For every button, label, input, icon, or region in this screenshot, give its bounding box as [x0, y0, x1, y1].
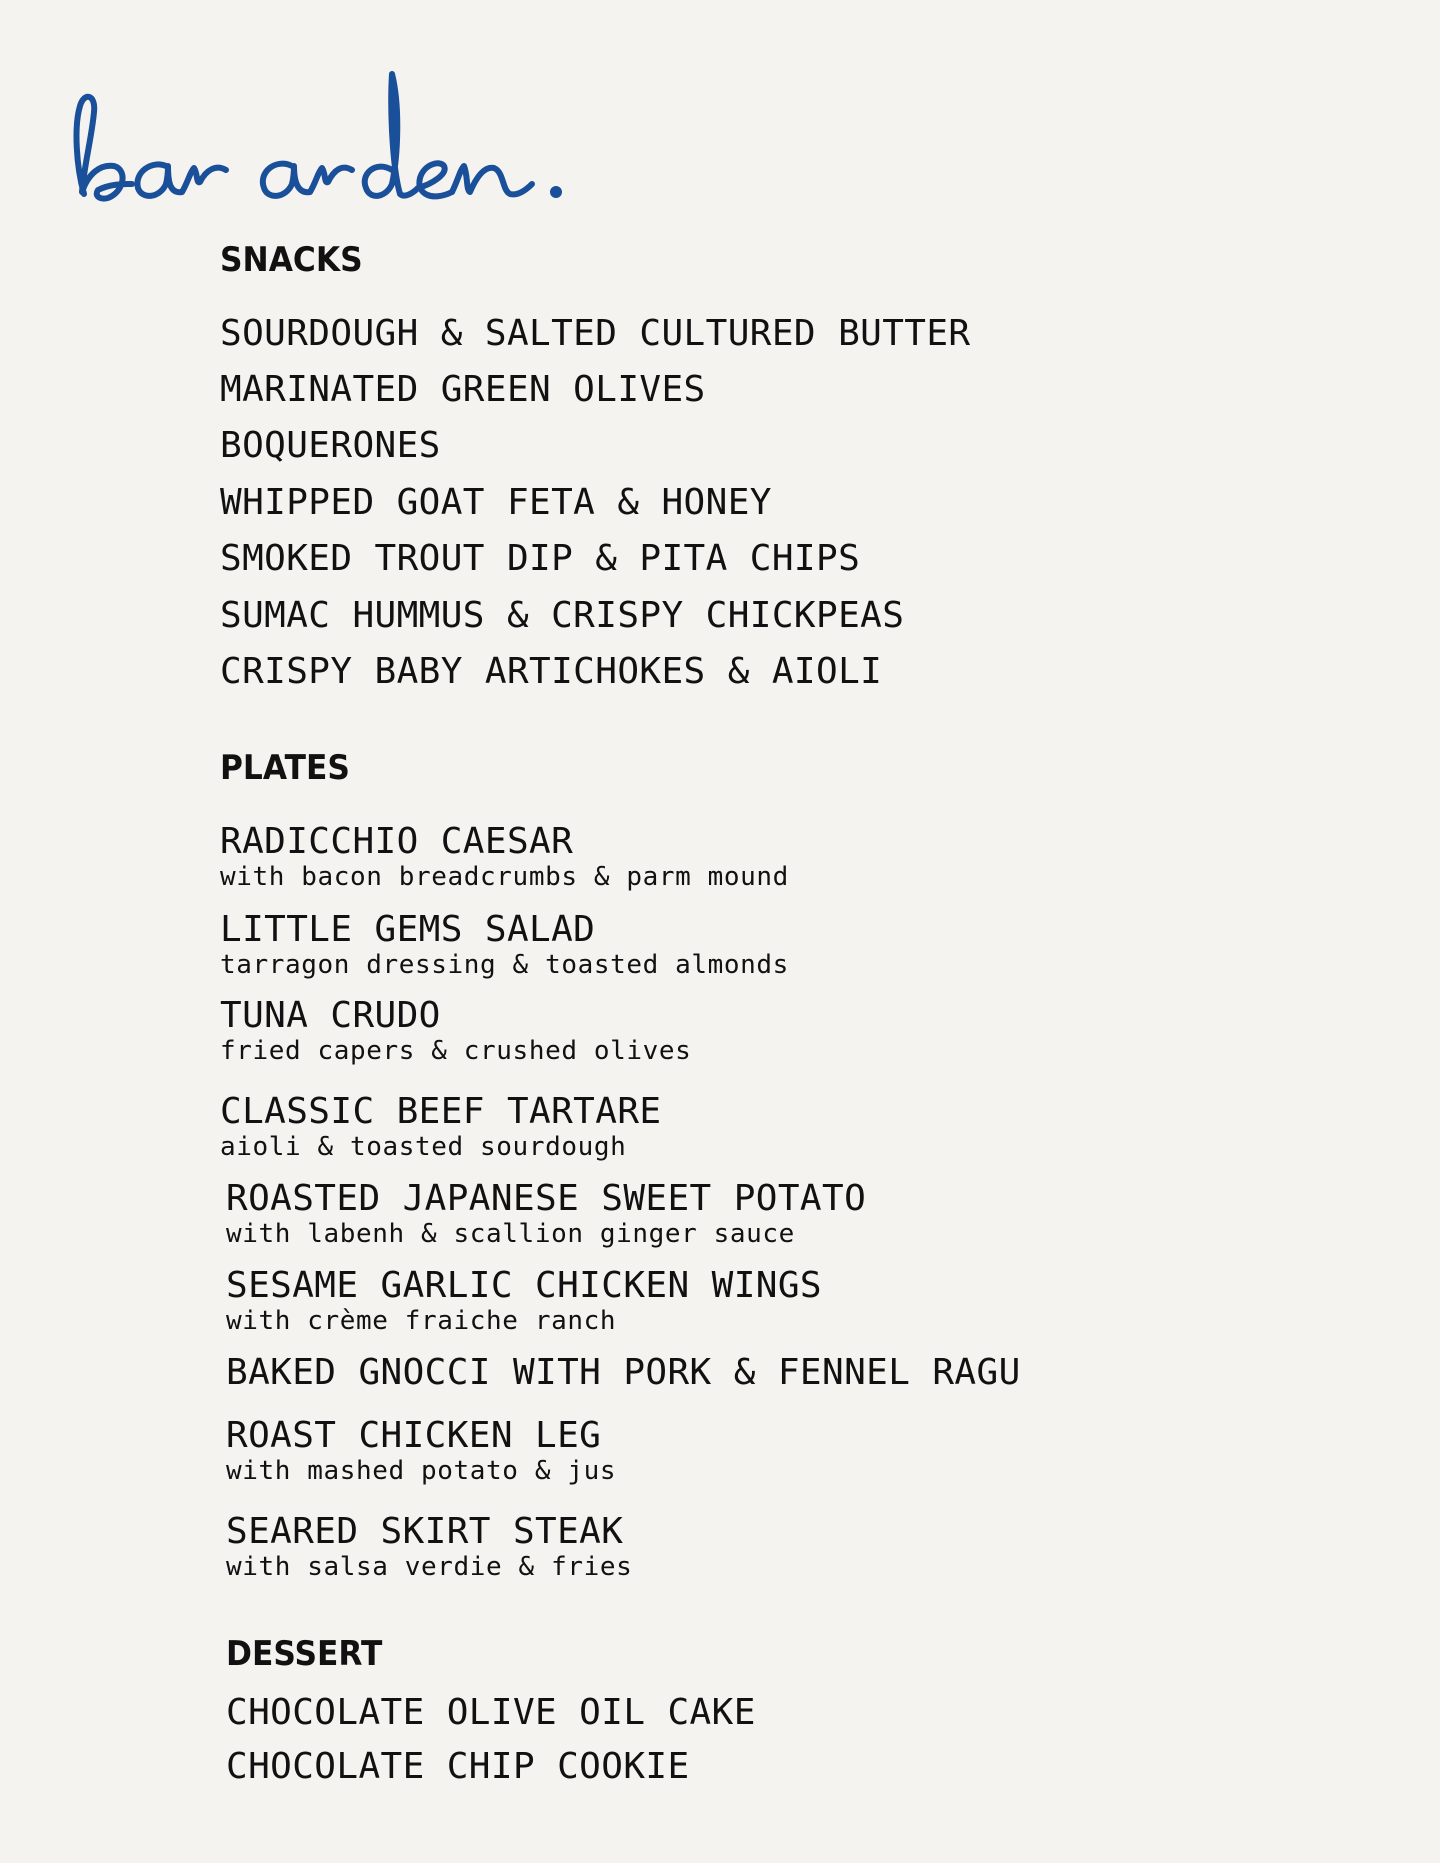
menu-item	[226, 1416, 616, 1486]
item-name: SESAME GARLIC CHICKEN WINGS	[226, 1265, 822, 1306]
item-description: with crème fraiche ranch	[226, 1306, 617, 1336]
menu-item	[220, 996, 691, 1066]
menu-item	[220, 910, 789, 980]
menu-item	[226, 1266, 822, 1336]
section-title-snacks: SNACKS	[220, 240, 363, 280]
item-description: tarragon dressing & toasted almonds	[220, 950, 789, 980]
item-description: fried capers & crushed olives	[220, 1036, 692, 1066]
menu-item: CHOCOLATE CHIP COOKIE	[226, 1746, 690, 1787]
item-description: with mashed potato & jus	[226, 1456, 617, 1486]
menu-item: WHIPPED GOAT FETA & HONEY	[220, 482, 772, 523]
item-name: LITTLE GEMS SALAD	[220, 909, 596, 950]
menu-item: SOURDOUGH & SALTED CULTURED BUTTER	[220, 313, 971, 354]
menu-item	[220, 822, 789, 892]
item-name: RADICCHIO CAESAR	[220, 821, 574, 862]
item-description: aioli & toasted sourdough	[220, 1132, 627, 1162]
item-name: SEARED SKIRT STEAK	[226, 1511, 624, 1552]
menu-item: BOQUERONES	[220, 425, 441, 466]
menu-item: CRISPY BABY ARTICHOKES & AIOLI	[220, 651, 883, 692]
item-name: ROAST CHICKEN LEG	[226, 1415, 602, 1456]
item-name: TUNA CRUDO	[220, 995, 441, 1036]
menu-item: SUMAC HUMMUS & CRISPY CHICKPEAS	[220, 595, 905, 636]
bar-arden-logo	[70, 66, 610, 216]
section-title-plates: PLATES	[220, 748, 350, 788]
handwritten-logo-icon	[70, 66, 610, 216]
menu-item: SMOKED TROUT DIP & PITA CHIPS	[220, 538, 861, 579]
section-title-dessert: DESSERT	[226, 1634, 383, 1674]
menu-item: CHOCOLATE OLIVE OIL CAKE	[226, 1692, 756, 1733]
item-description: with bacon breadcrumbs & parm mound	[220, 862, 789, 892]
item-name: ROASTED JAPANESE SWEET POTATO	[226, 1178, 867, 1219]
menu-item	[226, 1512, 632, 1582]
item-description: with salsa verdie & fries	[226, 1552, 633, 1582]
menu-item: MARINATED GREEN OLIVES	[220, 369, 706, 410]
menu-item	[226, 1353, 1021, 1393]
menu-item	[226, 1179, 866, 1249]
item-name: CLASSIC BEEF TARTARE	[220, 1091, 662, 1132]
menu-item	[220, 1092, 661, 1162]
item-description: with labenh & scallion ginger sauce	[226, 1219, 795, 1249]
item-name: BAKED GNOCCI WITH PORK & FENNEL RAGU	[226, 1352, 1021, 1393]
